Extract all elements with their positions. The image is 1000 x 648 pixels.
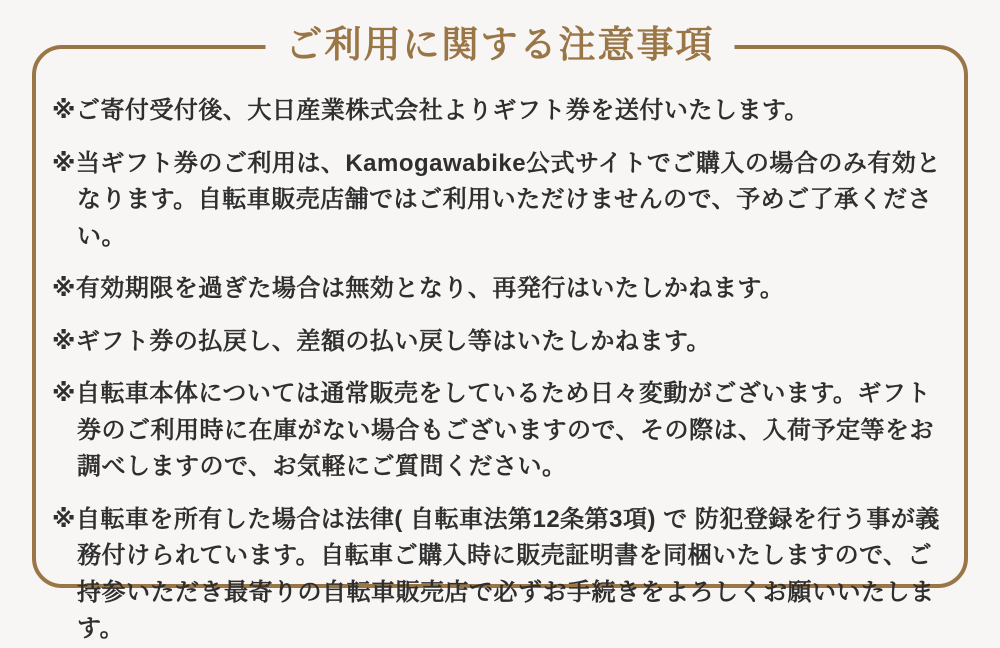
notice-item-no-refund: ※ギフト券の払戻し、差額の払い戻し等はいたしかねます。: [52, 327, 711, 355]
notice-panel: [32, 24, 968, 642]
notice-title: ご利用に関する注意事項: [266, 21, 735, 69]
notice-item-official-site-only: ※当ギフト券のご利用は、Kamogawabike公式サイトでご購入の場合のみ有効となります。自転車販売店舗ではご利用いただけませんので、予めご了承ください。: [52, 149, 941, 250]
notice-list: [36, 49, 964, 648]
notice-item-stock-fluctuation: ※自転車本体については通常販売をしているため日々変動がございます。ギフト券のご利用時に在庫がない場合もございますので、その際は、入荷予定等をお調べしますので、お気軽にご質問ください。: [52, 380, 935, 480]
notice-item-expiration: ※有効期限を過ぎた場合は無効となり、再発行はいたしかねます。: [52, 275, 785, 302]
notice-item-gift-shipping: ※ご寄付受付後、大日産業株式会社よりギフト券を送付いたします。: [52, 97, 809, 124]
notice-item-registration-law: ※自転車を所有した場合は法律( 自転車法第12条第3項) で 防犯登録を行う事が義務付けられています。自転車ご購入時に販売証明書を同梱いたしますので、ご持参いただき最寄りの自転車販売店で必ずお手続きをよろしくお願いいたします。: [52, 505, 940, 642]
